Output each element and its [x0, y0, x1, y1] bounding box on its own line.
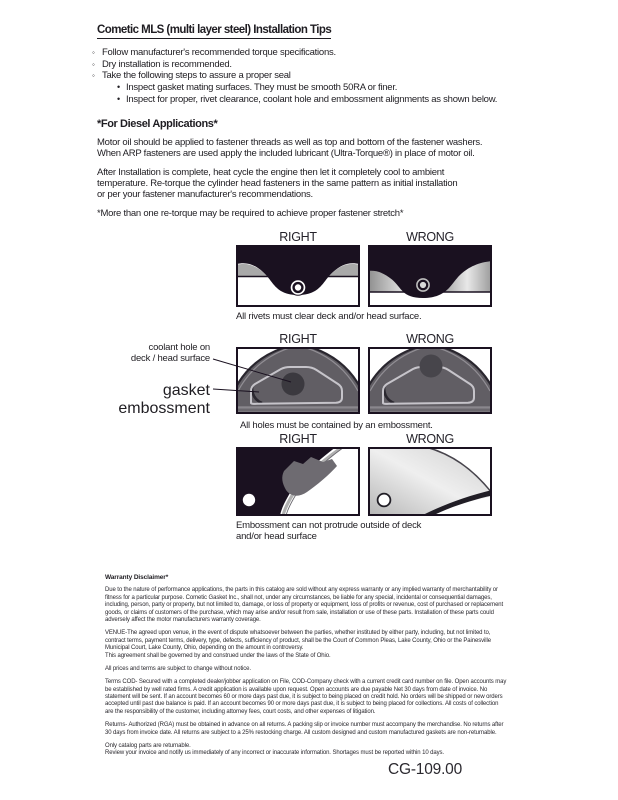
warranty-paragraph: [105, 587, 575, 624]
warranty-paragraph: [105, 679, 575, 716]
circle-bullet-icon: ◦: [92, 71, 95, 81]
text-line: Municipal Court, Lake County, Ohio, depending on the amount in controversy.: [105, 645, 304, 652]
text-line: fitness for a particular purpose. Cometic Gasket Inc., shall not, under any circumstances, be liable for any special, incidental or consequential damages,: [105, 594, 492, 601]
diagram-row-rivets: [236, 230, 492, 322]
diesel-applications-heading: *For Diesel Applications*: [97, 118, 218, 131]
warranty-paragraph: [105, 630, 575, 660]
caption-line: and/or head surface: [236, 530, 317, 542]
circle-bullet-icon: ◦: [92, 59, 95, 69]
text-line: temperature. Re-torque the cylinder head fasteners in the same pattern as initial installation: [97, 177, 458, 189]
warranty-section: [105, 574, 575, 758]
text-line: statement will be sent. If an account becomes 60 or more days past due, it is subject to being placed on credit hold. No orders will be shipped or new orders: [105, 694, 503, 701]
list-item: [92, 59, 602, 71]
text-line: goods, or claims of customers of the purchase, which may arise and/or result from sale, installation or use of these parts. Installation of these parts could: [105, 609, 494, 616]
installation-tips-list: [92, 47, 602, 105]
catalog-page-code: CG-109.00: [388, 761, 463, 778]
tip-text: Inspect for proper, rivet clearance, coolant hole and embossment alignments as shown below.: [126, 93, 498, 105]
tip-text: Inspect gasket mating surfaces. They must be smooth 50RA or finer.: [126, 82, 398, 94]
text-line: Returns- Authorized (RGA) must be obtained in advance on all returns. A packing slip or invoice number must accompany the merchandise. No returns after: [105, 722, 504, 729]
text-line: Motor oil should be applied to fastener threads as well as top and bottom of the fastener washers.: [97, 137, 483, 149]
page-title: Cometic MLS (multi layer steel) Installation Tips: [97, 24, 331, 39]
list-item: [92, 70, 602, 82]
text-line: *More than one re-torque may be required to achieve proper fastener stretch*: [97, 208, 404, 220]
diagram-row-protrusion: [236, 432, 492, 541]
text-line: Due to the nature of performance applications, the parts in this catalog are sold without any express warranty or any implied warranty of merchantability or: [105, 587, 498, 594]
text-line: be established by well rated firms. A credit application is available upon request. Open accounts are due payable Net 30 days from date of invoice. No: [105, 686, 488, 693]
wrong-label: WRONG: [406, 432, 454, 446]
gasket-embossment-label: [97, 382, 210, 418]
caption-line: Embossment can not protrude outside of deck: [236, 520, 422, 531]
text-line: 30 days from invoice date. All returns are subject to a 25% restocking charge. All custom designed and custom manufactured gaskets are non-returnable.: [105, 729, 497, 736]
list-item: [117, 82, 602, 94]
warranty-paragraph: [105, 666, 575, 673]
dot-bullet-icon: •: [117, 93, 120, 104]
right-label: RIGHT: [279, 432, 317, 446]
warranty-paragraph: [105, 743, 575, 758]
text-line: All prices and terms are subject to change without notice.: [105, 665, 251, 672]
text-line: or per your fastener manufacturer's recommendations.: [97, 188, 313, 200]
retorque-note: [97, 208, 602, 219]
list-item: [92, 47, 602, 59]
diesel-paragraph-1: [97, 137, 602, 159]
label-line: deck / head surface: [130, 353, 210, 364]
protrusion-wrong-diagram: [368, 447, 492, 516]
warranty-paragraph: [105, 722, 575, 737]
label-line: gasket embossment: [118, 382, 210, 417]
tip-text: Follow manufacturer's recommended torque specifications.: [102, 47, 336, 58]
embossment-wrong-diagram: [368, 347, 492, 414]
text-line: accepted until past due balance is paid. If an account becomes 90 or more days past due, it is subject to being placed for collections. All costs of collection: [105, 701, 499, 708]
tip-text: Dry installation is recommended.: [102, 58, 232, 70]
tip-text: Take the following steps to assure a proper seal: [102, 70, 291, 82]
text-line: Review your invoice and notify us immediately of any incorrect or inaccurate information. Shortages must be reported within 10 days.: [105, 750, 444, 757]
text-line: VENUE-The agreed upon venue, in the event of dispute whatsoever between the parties, whether instituted by either party, including, but not limited to,: [105, 630, 491, 637]
label-line: coolant hole on: [148, 342, 210, 353]
dot-bullet-icon: •: [117, 82, 120, 93]
text-line: including, person, party or property, but not limited to, damage, or loss of property or equipment, loss of profits or revenue, cost of purchased or replacement: [105, 602, 504, 609]
diesel-paragraph-2: [97, 167, 602, 199]
text-line: After Installation is complete, heat cycle the engine then let it completely cool to ambient: [97, 167, 445, 179]
rivet-wrong-diagram: [368, 245, 492, 307]
protrusion-right-diagram: [236, 447, 360, 516]
wrong-label: WRONG: [406, 230, 454, 244]
rivets-caption: All rivets must clear deck and/or head surface.: [236, 311, 422, 322]
text-line: This agreement shall be governed by and construed under the laws of the State of Ohio.: [105, 652, 331, 659]
embossment-right-diagram: [236, 347, 360, 414]
coolant-hole-label: [97, 342, 210, 364]
intro-section: [92, 20, 602, 219]
text-line: Only catalog parts are returnable.: [105, 743, 191, 750]
list-item: [117, 94, 602, 106]
text-line: When ARP fasteners are used apply the included lubricant (Ultra-Torque®) in place of motor oil.: [97, 148, 475, 160]
rivet-right-diagram: [236, 245, 360, 307]
right-label: RIGHT: [279, 332, 317, 346]
protrusion-caption: [236, 520, 492, 541]
text-line: adversely affect the motor manufacturers warranty coverage.: [105, 616, 261, 623]
text-line: contract terms, payment terms, delivery, type, defects, sufficiency of product, shall be the Court of Common Pleas, Lake County, Ohio or the Painesville: [105, 637, 491, 644]
diagram-row-coolant-holes: [97, 332, 497, 437]
text-line: Terms COD- Secured with a completed dealer/jobber application on File, COD-Company check with a current credit card number on file. Open accounts may: [105, 679, 507, 686]
right-label: RIGHT: [279, 230, 317, 244]
holes-caption: All holes must be contained by an embossment.: [240, 420, 433, 431]
warranty-heading: Warranty Disclaimer*: [105, 574, 169, 581]
circle-bullet-icon: ◦: [92, 48, 95, 57]
text-line: are the responsibility of the customer, including attorney fees, court costs, and other expenses of litigation.: [105, 708, 376, 715]
wrong-label: WRONG: [406, 332, 454, 346]
